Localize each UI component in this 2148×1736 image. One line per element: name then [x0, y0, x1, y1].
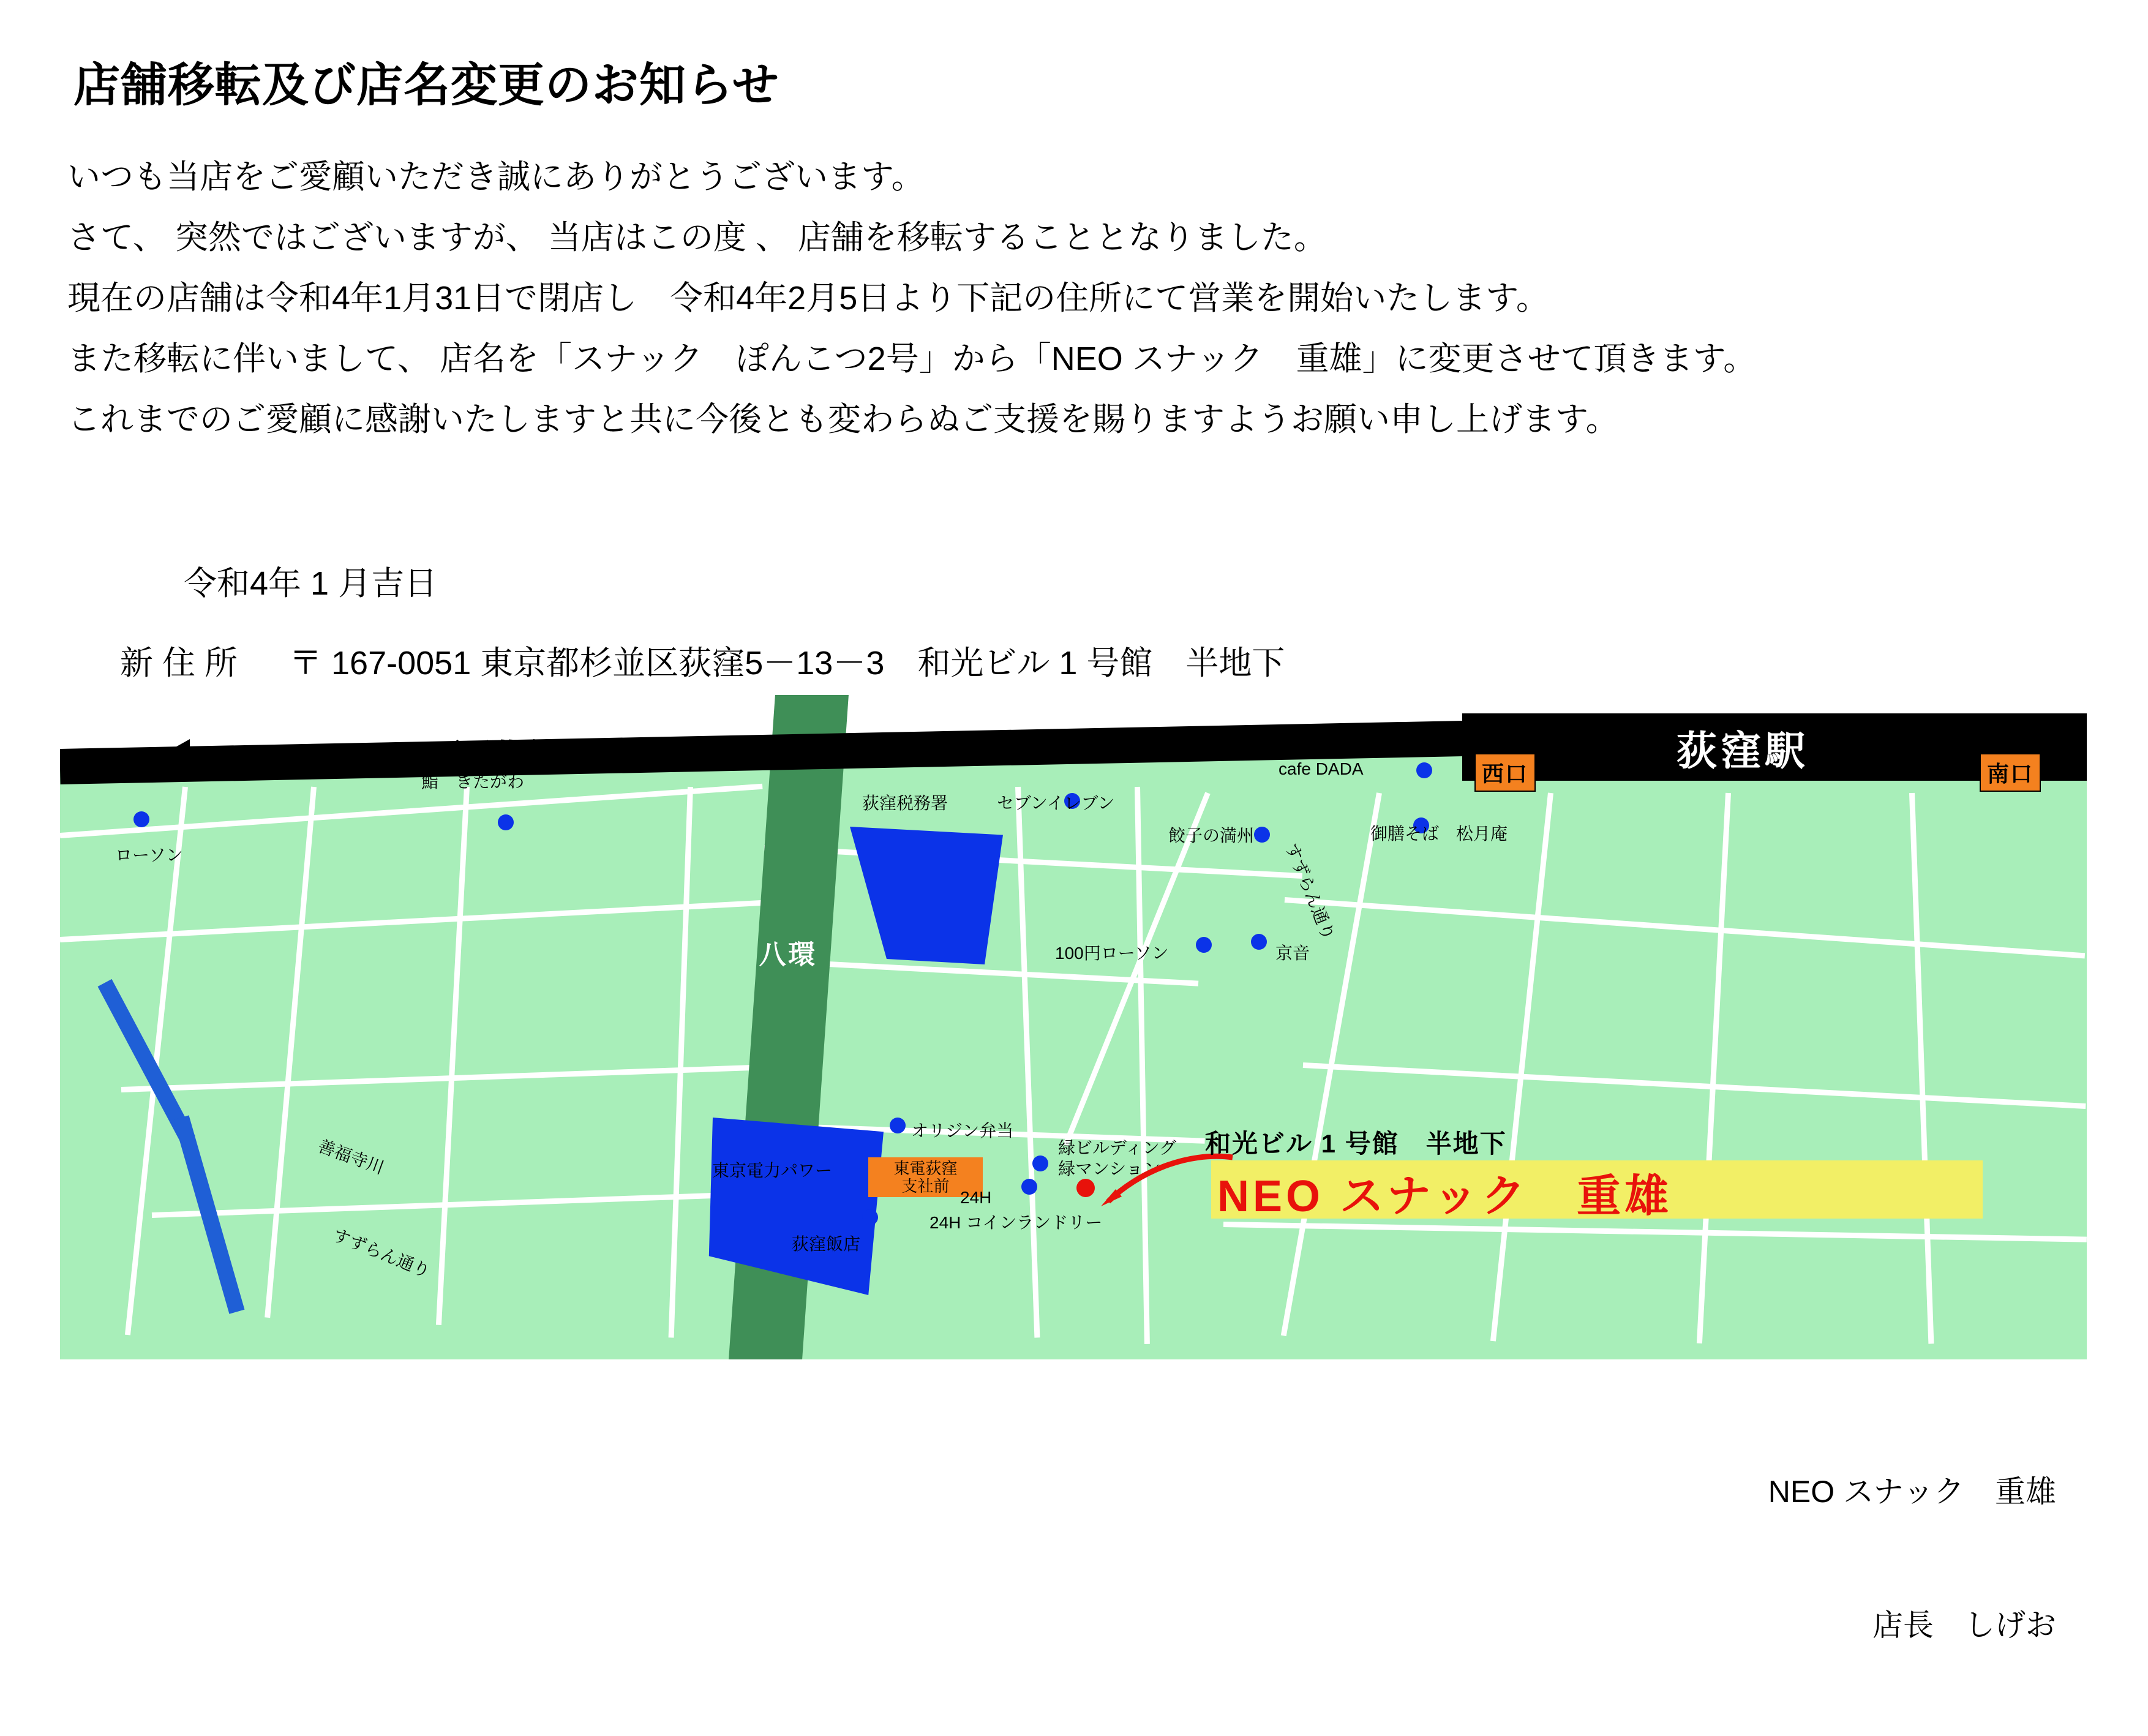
road-diag-5 [1909, 793, 1934, 1344]
road-diag-3 [1490, 793, 1553, 1342]
road-v-5 [1015, 787, 1040, 1338]
poi-label-tax-office: 荻窪税務署 [862, 794, 948, 813]
poi-dot-gyoza-manshu [1254, 827, 1270, 843]
body-text [67, 160, 2076, 464]
poi-label-gyoza-manshu: 餃子の満州 [1168, 826, 1255, 845]
poi-label-100yen-lawson: 100円ローソン [1055, 944, 1169, 963]
road-h-10 [1223, 1222, 2087, 1242]
station-name-label: 荻窪駅 [1677, 728, 1809, 773]
poi-label-suzuran-street-1: すずらん通り [1282, 840, 1339, 943]
poi-label-cafe-dada: cafe DADA [1279, 759, 1364, 778]
road-h-9 [1303, 1062, 2086, 1109]
poi-box-toden-ogikubo: 東電荻窪 支社前 [868, 1157, 983, 1197]
date-line: 令和4年 1 月吉日 [184, 565, 438, 602]
poi-label-kitagawa: 鮨 きたがわ [421, 772, 525, 791]
poi-dot-origin-bento [890, 1118, 906, 1133]
south-exit-badge: 南口 [1980, 753, 2041, 792]
location-map [60, 695, 2087, 1359]
poi-label-midori-mansion: 緑マンション [1058, 1159, 1160, 1178]
poi-label-midori-building: 緑ビルディング [1058, 1138, 1177, 1157]
poi-dot-coin-laundry [1021, 1179, 1037, 1195]
west-exit-badge: 西口 [1474, 753, 1536, 792]
signature-block [1768, 1381, 2056, 1736]
road-h-5 [764, 845, 1302, 879]
poi-dot-cafe-dada [1416, 762, 1432, 778]
block-tepco-power [694, 1118, 884, 1295]
body-line-3: 現在の店舗は令和4年1月31日で閉店し 令和4年2月5日より下記の住所にて営業を開始いたします。 [67, 280, 1549, 317]
road-h-1 [60, 784, 763, 838]
poi-label-tepco-power: 東京電力パワー [712, 1161, 833, 1180]
page-title: 店舗移転及び店名変更のお知らせ [73, 59, 779, 111]
poi-label-suzuran-street-2: すずらん通り [330, 1225, 433, 1282]
body-line-5: これまでのご愛顧に感謝いたしますと共に今後とも変わらぬご支援を賜りますようお願い申し上げます。 [67, 401, 1619, 438]
poi-label-coin-laundry-24h: 24H [960, 1188, 992, 1207]
signature-manager: 店長 しげお [1872, 1607, 2056, 1642]
poi-label-lawson: ローソン [115, 846, 183, 865]
new-address-line: 新 住 所 〒 167-0051 東京都杉並区荻窪5－13－3 和光ビル 1 号館 半地下 [120, 645, 1285, 682]
poi-label-seven-eleven: セブンイレブン [997, 794, 1115, 813]
block-tax-office [850, 827, 1003, 964]
poi-dot-destination [1076, 1179, 1095, 1197]
destination-shop-label: NEO スナック 重雄 [1217, 1172, 1673, 1221]
body-line-1: いつも当店をご愛顧いただき誠にありがとうございます。 [67, 159, 925, 195]
kanpachi-label: 環 八 [754, 940, 814, 968]
poi-label-shogetsuan: 御膳そば 松月庵 [1370, 824, 1508, 843]
poi-dot-kyoon [1251, 934, 1267, 950]
road-diag-4 [1697, 793, 1731, 1343]
poi-label-coin-laundry: 24H コインランドリー [929, 1213, 1103, 1232]
direction-label: 至西荻窪 [434, 738, 551, 770]
body-line-4: また移転に伴いまして、 店名を「スナック ぽんこつ2号」から「NEO スナック 重雄」に変更させて頂きます。 [67, 340, 1757, 377]
body-line-2: さて、 突然ではございますが、 当店はこの度 、 店舗を移転することとなりました。 [67, 219, 1327, 256]
poi-dot-ogikubo-hanten [862, 1209, 878, 1225]
road-v-1 [265, 787, 317, 1318]
poi-dot-midori [1032, 1155, 1048, 1171]
signature-shop: NEO スナック 重雄 [1768, 1475, 2056, 1509]
road-v-4 [125, 787, 188, 1336]
destination-building-label: 和光ビル 1 号館 半地下 [1205, 1129, 1507, 1158]
poi-label-kyoon: 京音 [1275, 944, 1310, 963]
poi-label-ogikubo-hanten: 荻窪飯店 [792, 1234, 861, 1253]
road-v-3 [669, 787, 693, 1338]
direction-arrow-head [169, 739, 190, 762]
road-h-8 [1285, 897, 2085, 958]
direction-arrow-line [176, 749, 434, 753]
poi-dot-100yen-lawson [1196, 937, 1212, 953]
road-v-2 [436, 787, 470, 1325]
poi-label-origin-bento: オリジン弁当 [911, 1121, 1014, 1140]
road-h-4 [152, 1190, 776, 1218]
poi-label-zenpukuji-river: 善福寺川 [315, 1136, 387, 1178]
poi-dot-kitagawa [498, 814, 514, 830]
poi-dot-lawson [133, 811, 149, 827]
